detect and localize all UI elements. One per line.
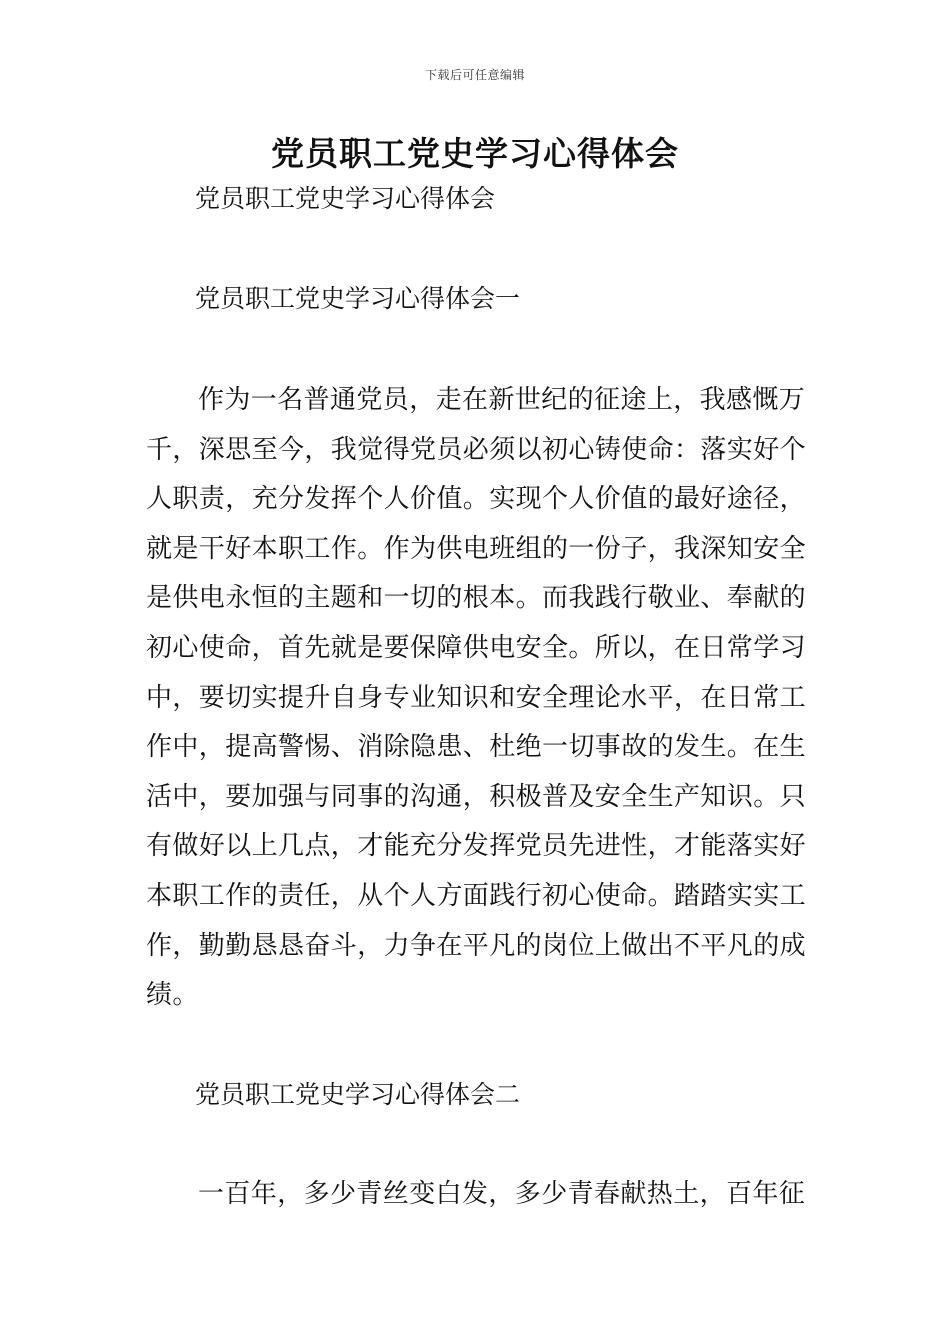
section-2-paragraph: 一百年，多少青丝变白发，多少青春献热土，百年征 xyxy=(198,1179,806,1209)
section-1-paragraph: 作为一名普通党员，走在新世纪的征途上，我感慨万千，深思至今，我觉得党员必须以初心铸使命：落实好个人职责，充分发挥个人价值。实现个人价值的最好途径，就是干好本职工作。作为供电班组的一份子，我深知安全是供电永恒的主题和一切的根本。而我践行敬业、奉献的初心使命，首先就是要保障供电安全。所以，在日常学习中，要切实提升自身专业知识和安全理论水平，在日常工作中，提高警惕、消除隐患、杜绝一切事故的发生。在生活中，要加强与同事的沟通，积极普及安全生产知识。只有做好以上几点，才能充分发挥党员先进性，才能落实好本职工作的责任，从个人方面践行初心使命。踏踏实实工作，勤勤恳恳奋斗，力争在平凡的岗位上做出不平凡的成绩。 xyxy=(146,385,807,1011)
document-title: 党员职工党史学习心得体会 xyxy=(271,134,679,173)
section-2-heading: 党员职工党史学习心得体会二 xyxy=(195,1080,521,1109)
document-subtitle: 党员职工党史学习心得体会 xyxy=(195,184,496,213)
header-note: 下载后可任意编辑 xyxy=(424,68,525,82)
section-1-heading: 党员职工党史学习心得体会一 xyxy=(195,284,521,313)
